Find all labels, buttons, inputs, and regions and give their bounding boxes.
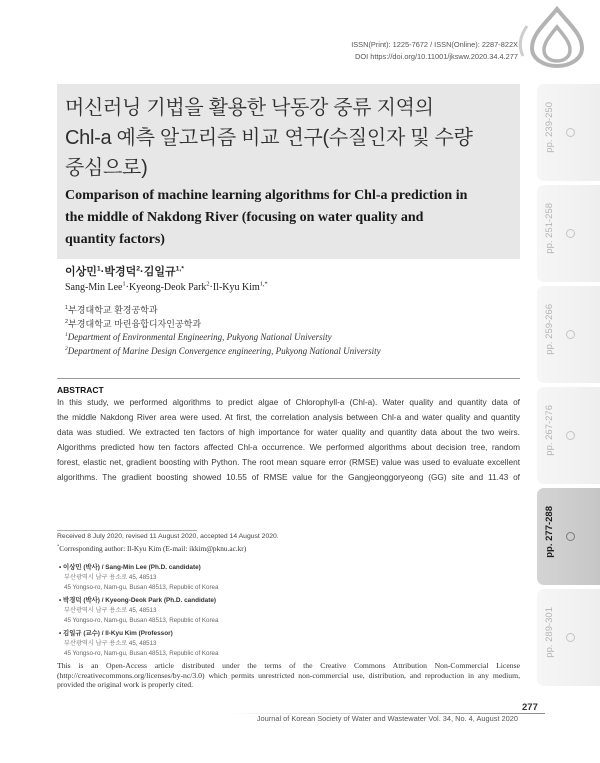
issn-line: ISSN(Print): 1225-7672 / ISSN(Online): 2287-822X [351, 40, 518, 49]
abstract-line: algorithms. The gradient boosting showed 10.55 of RMSE value for the Gangjeonggoryeong (GG) site and 11.43 of [57, 472, 520, 482]
journal-logo [512, 6, 590, 68]
affiliation-text: Department of Marine Design Convergence engineering, Pukyong National University [67, 345, 381, 356]
author-affiliation-mark: 1,* [259, 280, 268, 288]
bullet: • [59, 630, 62, 637]
license-statement [57, 661, 520, 690]
author-separator: · [100, 266, 105, 278]
circle-icon [566, 431, 575, 440]
english-title-line: Comparison of machine learning algorithms for Chl-a prediction in [65, 188, 468, 203]
side-tab-label: pp. 267-276 [544, 405, 555, 456]
author-address-english: 45 Yongso-ro, Nam-gu, Busan 48513, Republic of Korea [64, 617, 219, 624]
author-address-korean: 부산광역시 남구 용소로 45, 48513 [64, 640, 157, 647]
publication-meta [290, 39, 518, 63]
english-title-line: quantity factors) [65, 232, 165, 247]
author-address-korean: 부산광역시 남구 용소로 45, 48513 [64, 574, 157, 581]
affiliation-mark: 2 [65, 318, 69, 325]
korean-title-line: 머신러닝 기법을 활용한 낙동강 중류 지역의 [65, 97, 434, 119]
english-title [65, 185, 467, 251]
side-tab [537, 185, 600, 282]
author-address-korean: 부산광역시 남구 용소로 45, 48513 [64, 607, 157, 614]
affiliation-korean [65, 304, 381, 318]
korean-title-line: 중심으로) [65, 157, 148, 179]
doi-line [290, 51, 518, 63]
author-separator: · [209, 282, 213, 293]
affiliation-text: 부경대학교 마린융합디자인공학과 [68, 318, 202, 329]
side-tab [537, 286, 600, 383]
bullet: • [59, 564, 62, 571]
affiliation-mark: 1 [65, 332, 68, 338]
title-block [57, 84, 520, 259]
circle-icon [566, 532, 575, 541]
side-tab-label: pp. 277-288 [544, 506, 555, 558]
affiliation-text: 부경대학교 환경공학과 [68, 305, 158, 315]
header-divider [57, 378, 520, 379]
author-detail-name [59, 563, 218, 573]
bullet: • [59, 597, 62, 604]
page-number: 277 [522, 702, 538, 713]
authors-korean [65, 265, 268, 280]
author-name: Kyeong-Deok Park [128, 282, 207, 293]
abstract-line: In this study, we performed algorithms to predict algae of Chlorophyll-a (Chl-a). Water quality and quantity data of [57, 397, 520, 407]
author-detail [59, 596, 218, 626]
author-detail [59, 629, 218, 659]
author-list [65, 265, 268, 295]
abstract-line: the middle Nakdong River area were used. At first, the correlation analysis between Chl-a and water quality and quantity [57, 412, 520, 422]
side-tab [537, 589, 600, 686]
license-line: (http://creativecommons.org/licenses/by-nc/3.0) which permits unrestricted non-commercial use, distribution, and reproduction in any medium, [57, 670, 520, 680]
footnote-divider [57, 530, 197, 531]
side-tab-label: pp. 239-250 [544, 102, 555, 153]
circle-icon [566, 229, 575, 238]
affiliation-mark: 1 [65, 305, 69, 311]
affiliation-list [65, 304, 381, 358]
author-affiliation-mark: 1 [96, 265, 101, 273]
corresponding-author [57, 544, 246, 554]
affiliation-mark: 2 [65, 345, 68, 352]
side-tab-label: pp. 259-266 [544, 304, 555, 355]
side-tab [537, 84, 600, 181]
author-detail [59, 563, 218, 593]
doi-label: DOI [355, 52, 369, 61]
abstract-line: forest, elastic net, gradient boosting with Python. The root mean square error (RMSE) value was used to evaluate excellent [57, 457, 520, 467]
author-name: 박경덕 [104, 266, 137, 278]
affiliation-english [65, 331, 381, 345]
affiliation-korean [65, 318, 381, 332]
author-separator: · [140, 266, 144, 278]
affiliation-text: Department of Environmental Engineering, Pukyong National University [67, 332, 332, 342]
side-tab-label: pp. 289-301 [544, 607, 555, 658]
author-detail-name-text: 이상민 (박사) / Sang-Min Lee (Ph.D. candidate) [63, 564, 201, 571]
author-separator: · [125, 282, 129, 293]
author-affiliation-mark: 1 [122, 280, 126, 288]
author-details [59, 563, 218, 662]
abstract-heading: ABSTRACT [57, 385, 104, 395]
author-detail-name [59, 596, 218, 606]
journal-citation: Journal of Korean Society of Water and Wastewater Vol. 34, No. 4, August 2020 [256, 714, 518, 723]
author-detail-name [59, 629, 218, 639]
author-detail-name-text: 김일규 (교수) / Il-Kyu Kim (Professor) [63, 630, 173, 637]
korean-title-line: Chl-a 예측 알고리즘 비교 연구(수질인자 및 수량 [65, 127, 473, 149]
circle-icon [566, 633, 575, 642]
corresponding-email-link[interactable]: ikkim@pknu.ac.kr [189, 544, 244, 553]
corresponding-suffix: ) [243, 544, 247, 553]
corresponding-mark: * [57, 543, 60, 549]
abstract-body [57, 395, 520, 485]
author-affiliation-mark: 1,* [175, 265, 184, 273]
author-address-english: 45 Yongso-ro, Nam-gu, Busan 48513, Republic of Korea [64, 650, 219, 657]
authors-english [65, 281, 268, 295]
abstract-line: data was studied. We extracted ten factors of high importance for water quality and quantity data about the two weirs. [57, 427, 520, 437]
affiliation-english [65, 345, 381, 359]
circle-icon [566, 128, 575, 137]
side-tab [537, 488, 600, 585]
doi-link[interactable]: https://doi.org/10.11001/jksww.2020.34.4.277 [370, 52, 518, 61]
author-name: Il-Kyu Kim [212, 282, 260, 293]
abstract-line: Algorithms predicted how ten factors affected Chl-a occurrence. We performed algorithms about decision tree, random [57, 442, 520, 452]
author-address-english: 45 Yongso-ro, Nam-gu, Busan 48513, Republic of Korea [64, 584, 219, 591]
korean-title [65, 93, 473, 183]
author-name: Sang-Min Lee [65, 282, 123, 293]
author-detail-name-text: 박경덕 (박사) / Kyeong-Deok Park (Ph.D. candidate) [63, 597, 217, 604]
license-line: This is an Open-Access article distributed under the terms of the Creative Commons Attribution Non-Commercial License [57, 661, 520, 670]
author-affiliation-mark: 2 [206, 280, 210, 288]
received-dates: Received 8 July 2020, revised 11 August 2020, accepted 14 August 2020. [57, 533, 279, 540]
license-line: provided the original work is properly cited. [57, 680, 193, 689]
side-tab [537, 387, 600, 484]
author-name: 이상민 [65, 266, 97, 278]
author-affiliation-mark: 2 [136, 265, 141, 273]
corresponding-prefix: Corresponding author: Il-Kyu Kim (E-mail: [59, 544, 190, 553]
english-title-line: the middle of Nakdong River (focusing on water quality and [65, 210, 424, 225]
circle-icon [566, 330, 575, 339]
side-tab-label: pp. 251-258 [544, 203, 555, 254]
author-name: 김일규 [143, 266, 176, 278]
double-water-drop-icon [512, 6, 590, 68]
